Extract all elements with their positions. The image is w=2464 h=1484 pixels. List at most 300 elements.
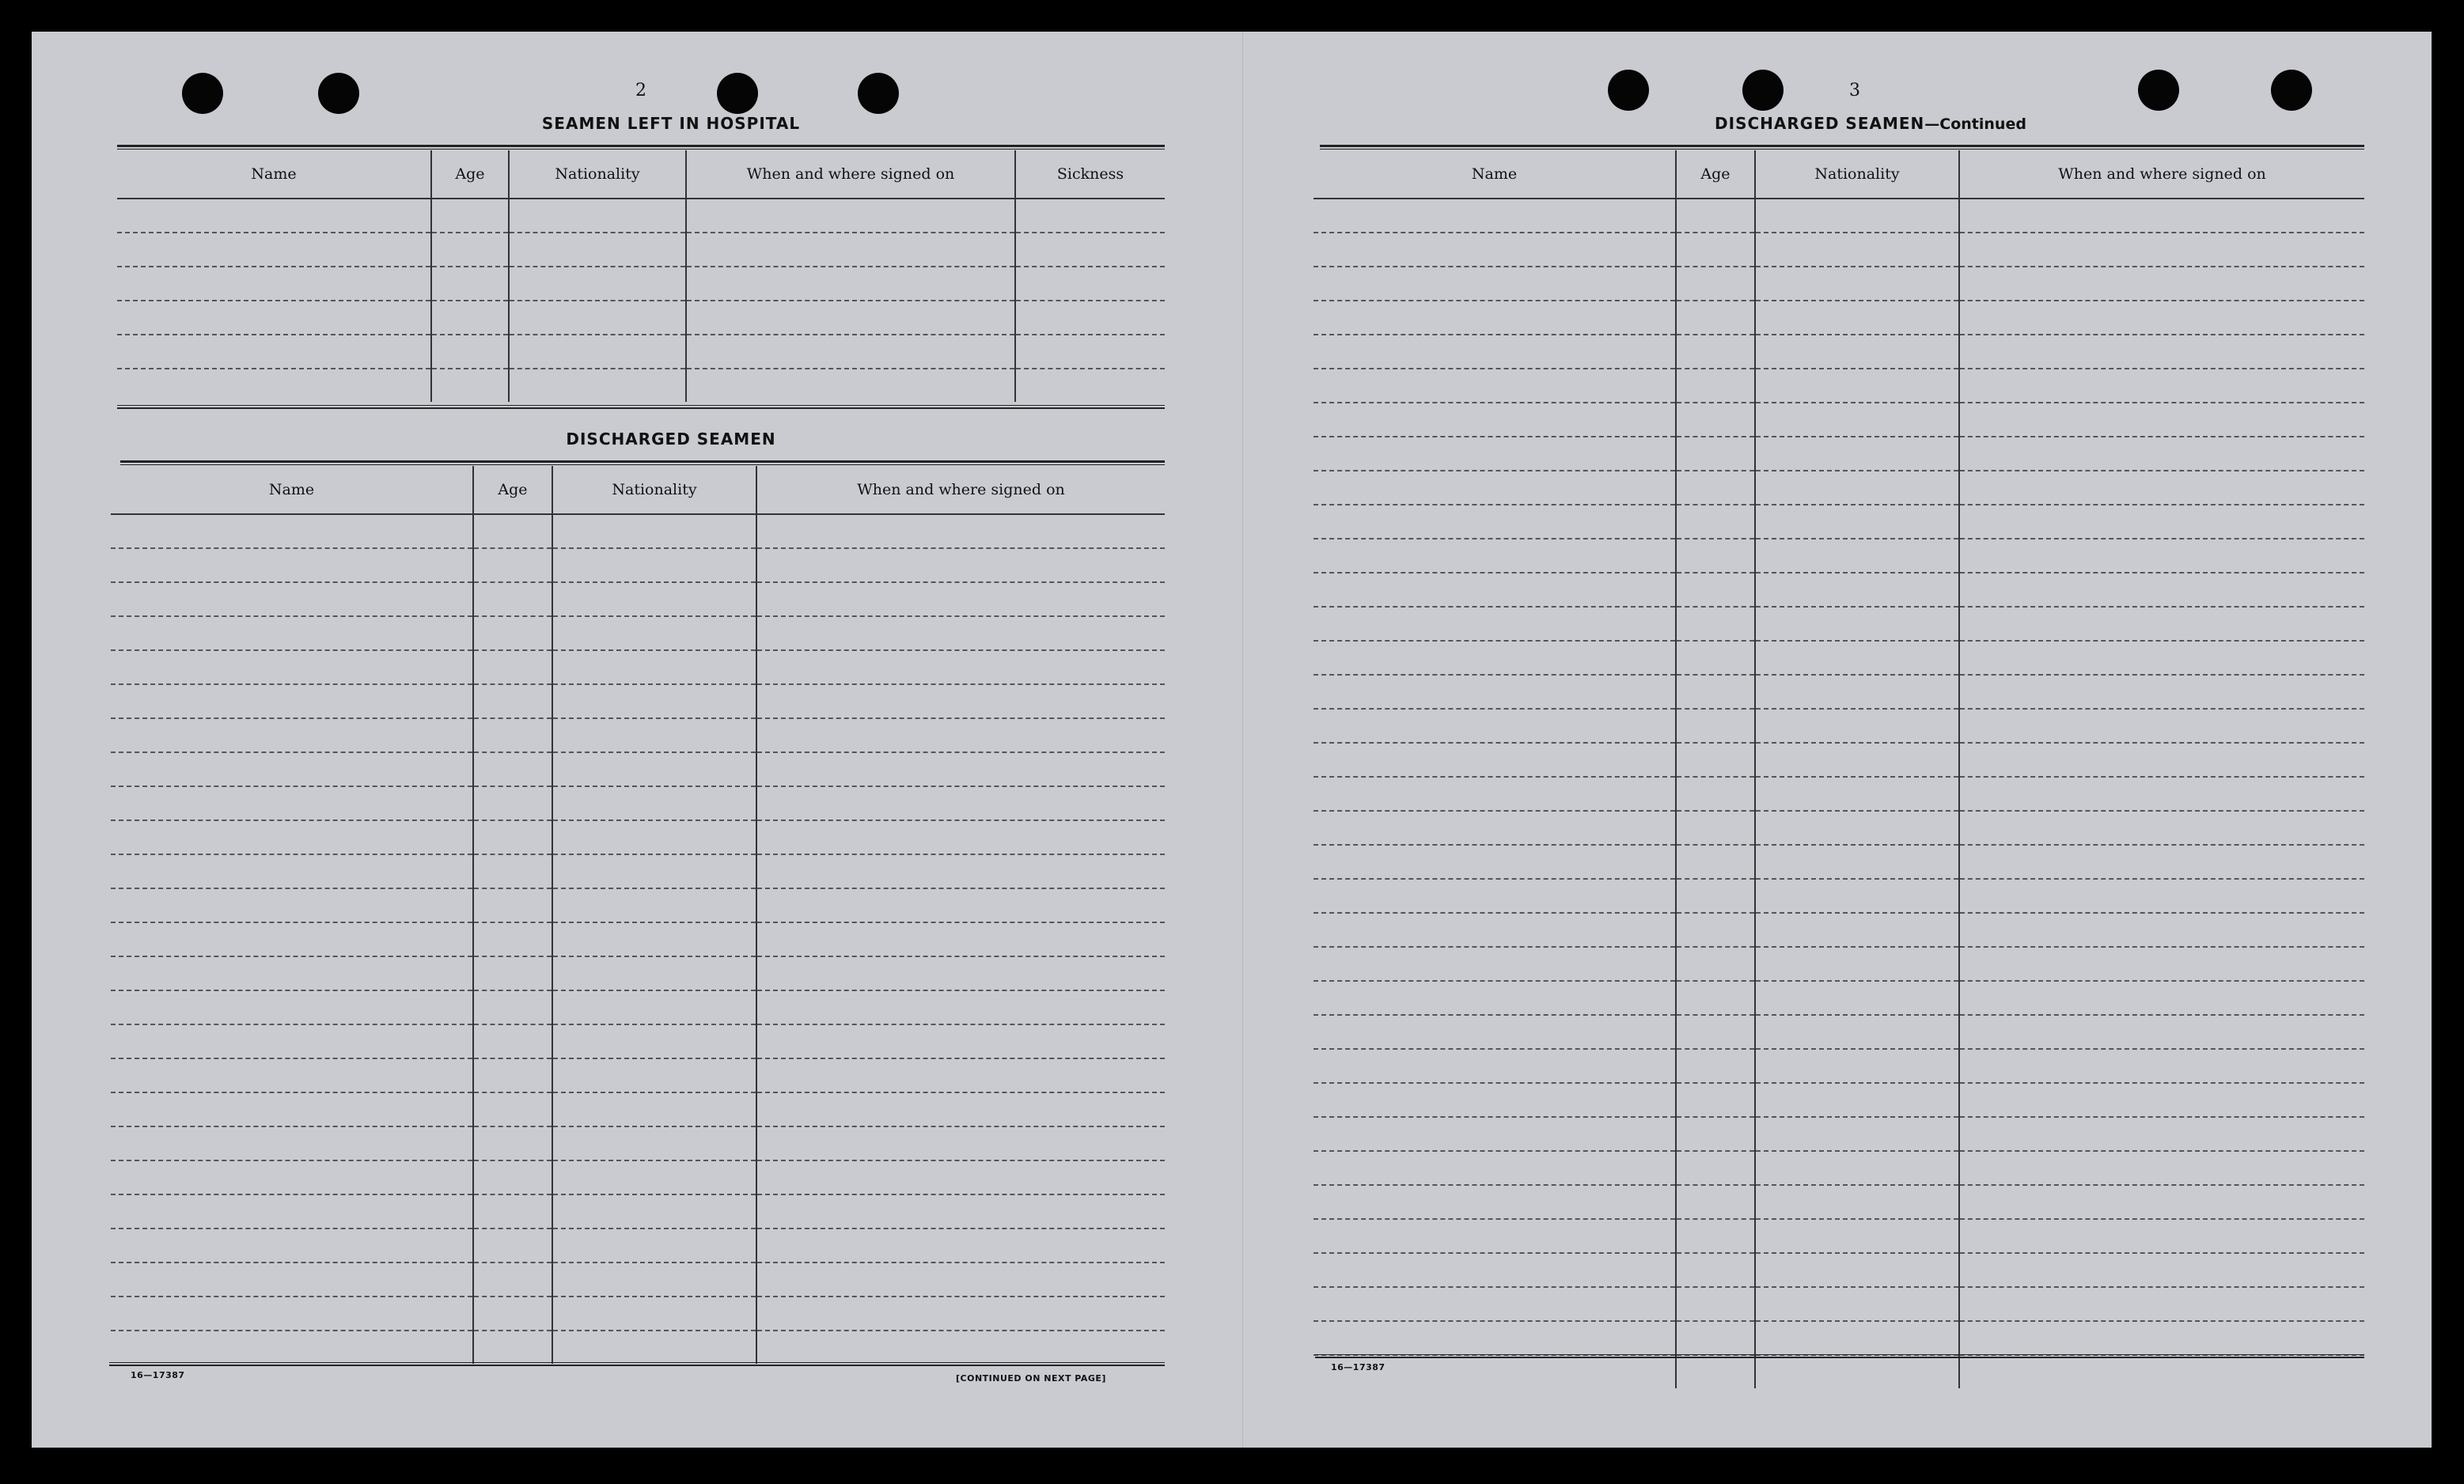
table-cell	[552, 548, 756, 582]
table-cell	[1959, 1185, 2364, 1219]
punch-hole	[2138, 70, 2179, 111]
table-cell	[1959, 199, 2364, 233]
table-cell	[1959, 947, 2364, 981]
table-cell	[473, 752, 552, 786]
table-cell	[1755, 607, 1959, 641]
table-cell	[552, 752, 756, 786]
page-number-right: 3	[1849, 81, 1860, 100]
table-row	[1314, 1355, 2364, 1388]
table-cell	[756, 650, 1165, 684]
table-row	[111, 548, 1165, 582]
table-cell	[111, 514, 473, 548]
table-cell	[473, 820, 552, 854]
table-cell	[1314, 1015, 1676, 1049]
table-cell	[1755, 267, 1959, 301]
table-cell	[1314, 879, 1676, 913]
table-cell	[1755, 1185, 1959, 1219]
table-cell	[1676, 369, 1755, 403]
hospital-table	[117, 150, 1165, 402]
table-cell	[756, 752, 1165, 786]
table-cell	[1755, 777, 1959, 811]
table-cell	[473, 514, 552, 548]
table-cell	[1959, 403, 2364, 437]
table-cell	[552, 1058, 756, 1092]
table-cell	[111, 1024, 473, 1058]
table-cell	[1959, 675, 2364, 709]
table-row	[117, 335, 1165, 369]
table-row	[1314, 539, 2364, 573]
table-cell	[1676, 777, 1755, 811]
discharged-table-body	[111, 514, 1165, 1364]
table-cell	[473, 990, 552, 1024]
table-cell	[1314, 607, 1676, 641]
form-code-right: 16—17387	[1331, 1362, 1386, 1372]
table-cell	[1959, 1355, 2364, 1388]
table-cell	[431, 199, 509, 233]
table-cell	[1755, 641, 1959, 675]
table-row	[1314, 947, 2364, 981]
table-row	[1314, 845, 2364, 879]
table-row	[1314, 607, 2364, 641]
table-cell	[1676, 1219, 1755, 1253]
table-cell	[1676, 641, 1755, 675]
table-cell	[1676, 981, 1755, 1015]
table-row	[111, 1058, 1165, 1092]
table-header-row	[117, 150, 1165, 199]
table-row	[111, 786, 1165, 820]
table-cell	[117, 199, 431, 233]
table-cell	[111, 548, 473, 582]
table-cell	[1959, 471, 2364, 505]
table-cell	[117, 267, 431, 301]
table-cell	[111, 1092, 473, 1126]
table-row	[111, 1297, 1165, 1331]
table-cell	[473, 650, 552, 684]
table-cell	[1676, 947, 1755, 981]
table-cell	[111, 922, 473, 956]
table-cell	[552, 1160, 756, 1194]
column-header-signed-on: When and where signed on	[756, 466, 1165, 514]
table-cell	[473, 718, 552, 752]
table-cell	[686, 233, 1015, 267]
discharged-section-title: DISCHARGED SEAMEN	[566, 430, 776, 449]
column-header-sickness: Sickness	[1015, 150, 1165, 199]
table-cell	[1314, 1117, 1676, 1151]
table-row	[117, 267, 1165, 301]
table-cell	[1314, 437, 1676, 471]
column-header-name: Name	[1314, 150, 1676, 199]
table-cell	[686, 369, 1015, 402]
table-cell	[111, 752, 473, 786]
table-cell	[1755, 505, 1959, 539]
table-row	[1314, 505, 2364, 539]
discharged-table	[111, 466, 1165, 1364]
table-cell	[552, 1194, 756, 1228]
table-cell	[1755, 1117, 1959, 1151]
table-cell	[473, 1297, 552, 1331]
table-cell	[1755, 233, 1959, 267]
table-cell	[1676, 505, 1755, 539]
table-cell	[1676, 471, 1755, 505]
table-cell	[552, 990, 756, 1024]
column-header-age: Age	[1676, 150, 1755, 199]
table-row	[1314, 981, 2364, 1015]
table-cell	[117, 301, 431, 335]
table-cell	[1959, 573, 2364, 607]
table-cell	[1676, 709, 1755, 743]
table-cell	[473, 616, 552, 650]
table-row	[111, 922, 1165, 956]
table-cell	[756, 956, 1165, 990]
table-cell	[1676, 1049, 1755, 1083]
table-cell	[552, 922, 756, 956]
table-cell	[473, 1160, 552, 1194]
table-cell	[1959, 709, 2364, 743]
table-cell	[111, 718, 473, 752]
table-cell	[1314, 505, 1676, 539]
table-row	[1314, 471, 2364, 505]
table-cell	[756, 854, 1165, 888]
table-cell	[1755, 981, 1959, 1015]
table-row	[111, 1024, 1165, 1058]
table-cell	[111, 786, 473, 820]
table-cell	[1959, 743, 2364, 777]
form-sheet	[32, 32, 2432, 1448]
table-cell	[1676, 539, 1755, 573]
table-row	[1314, 1253, 2364, 1287]
table-cell	[111, 1263, 473, 1297]
table-cell	[686, 301, 1015, 335]
table-cell	[1015, 369, 1165, 402]
table-cell	[473, 922, 552, 956]
table-cell	[756, 1263, 1165, 1297]
table-cell	[473, 956, 552, 990]
table-cell	[1676, 675, 1755, 709]
punch-hole	[318, 73, 359, 114]
table-cell	[509, 233, 686, 267]
table-cell	[1959, 1015, 2364, 1049]
table-row	[111, 854, 1165, 888]
table-cell	[756, 548, 1165, 582]
table-cell	[1314, 233, 1676, 267]
table-cell	[1959, 437, 2364, 471]
table-cell	[756, 1194, 1165, 1228]
table-cell	[111, 1297, 473, 1331]
table-cell	[1314, 947, 1676, 981]
table-cell	[1314, 199, 1676, 233]
table-cell	[756, 1092, 1165, 1126]
table-cell	[756, 718, 1165, 752]
table-cell	[1314, 471, 1676, 505]
table-cell	[473, 1126, 552, 1160]
table-cell	[473, 854, 552, 888]
table-cell	[1755, 437, 1959, 471]
column-header-signed-on: When and where signed on	[686, 150, 1015, 199]
column-header-nationality: Nationality	[552, 466, 756, 514]
table-cell	[1676, 267, 1755, 301]
table-row	[1314, 199, 2364, 233]
table-cell	[552, 786, 756, 820]
table-cell	[111, 888, 473, 922]
table-cell	[1314, 539, 1676, 573]
table-cell	[111, 1160, 473, 1194]
table-cell	[1755, 811, 1959, 845]
table-cell	[431, 335, 509, 369]
table-cell	[1676, 607, 1755, 641]
table-cell	[1015, 233, 1165, 267]
table-row	[1314, 641, 2364, 675]
table-cell	[1755, 1355, 1959, 1388]
table-row	[111, 1194, 1165, 1228]
table-cell	[552, 684, 756, 718]
table-cell	[1676, 1015, 1755, 1049]
table-cell	[473, 786, 552, 820]
form-code-left: 16—17387	[131, 1370, 185, 1380]
table-row	[111, 514, 1165, 548]
table-cell	[552, 1263, 756, 1297]
table-cell	[473, 1228, 552, 1263]
table-cell	[1676, 573, 1755, 607]
table-cell	[1755, 709, 1959, 743]
punch-hole	[717, 73, 758, 114]
table-cell	[756, 1228, 1165, 1263]
table-row	[111, 1228, 1165, 1263]
table-cell	[431, 369, 509, 402]
table-row	[111, 956, 1165, 990]
table-cell	[1676, 1185, 1755, 1219]
table-cell	[1676, 233, 1755, 267]
table-cell	[1314, 777, 1676, 811]
table-cell	[1755, 1219, 1959, 1253]
table-cell	[552, 1297, 756, 1331]
table-cell	[1015, 301, 1165, 335]
table-cell	[1314, 709, 1676, 743]
table-cell	[431, 301, 509, 335]
discharged-table-top-rule	[120, 460, 1165, 465]
table-cell	[111, 684, 473, 718]
table-row	[1314, 267, 2364, 301]
table-cell	[1959, 1049, 2364, 1083]
table-row	[111, 684, 1165, 718]
table-cell	[1755, 335, 1959, 369]
table-cell	[111, 582, 473, 616]
table-row	[117, 199, 1165, 233]
table-cell	[1314, 981, 1676, 1015]
table-row	[1314, 437, 2364, 471]
table-cell	[1755, 1049, 1959, 1083]
table-cell	[1959, 981, 2364, 1015]
discharged-continued-title-suffix: —Continued	[1924, 115, 2026, 133]
table-row	[111, 616, 1165, 650]
table-cell	[1314, 913, 1676, 947]
table-cell	[117, 369, 431, 402]
table-row	[111, 990, 1165, 1024]
table-cell	[1676, 913, 1755, 947]
table-cell	[756, 582, 1165, 616]
table-cell	[1959, 811, 2364, 845]
table-row	[1314, 709, 2364, 743]
table-cell	[1755, 879, 1959, 913]
table-cell	[756, 616, 1165, 650]
discharged-table-bottom-rule	[109, 1362, 1165, 1366]
table-cell	[756, 820, 1165, 854]
table-cell	[1959, 335, 2364, 369]
table-cell	[111, 854, 473, 888]
table-cell	[1314, 403, 1676, 437]
table-cell	[111, 1228, 473, 1263]
table-row	[1314, 1015, 2364, 1049]
table-cell	[1314, 675, 1676, 709]
table-cell	[509, 335, 686, 369]
table-cell	[1015, 335, 1165, 369]
table-cell	[117, 335, 431, 369]
table-row	[1314, 1287, 2364, 1321]
table-cell	[1314, 1253, 1676, 1287]
page-number-left: 2	[635, 81, 646, 100]
table-cell	[1755, 743, 1959, 777]
table-cell	[1314, 301, 1676, 335]
table-row	[1314, 335, 2364, 369]
table-row	[117, 369, 1165, 402]
hospital-table-top-rule	[117, 145, 1165, 150]
table-cell	[1676, 1287, 1755, 1321]
table-cell	[552, 888, 756, 922]
table-cell	[1959, 1287, 2364, 1321]
table-cell	[552, 1228, 756, 1263]
table-cell	[1755, 1083, 1959, 1117]
table-row	[111, 888, 1165, 922]
discharged-continued-section-title	[1586, 114, 2155, 133]
hospital-table-bottom-rule	[117, 405, 1165, 409]
table-cell	[1755, 573, 1959, 607]
table-cell	[1755, 1015, 1959, 1049]
table-cell	[1755, 403, 1959, 437]
table-row	[111, 820, 1165, 854]
table-cell	[473, 582, 552, 616]
table-row	[111, 1126, 1165, 1160]
table-cell	[756, 1126, 1165, 1160]
table-cell	[552, 1331, 756, 1364]
table-cell	[473, 548, 552, 582]
table-cell	[1676, 403, 1755, 437]
column-header-nationality: Nationality	[509, 150, 686, 199]
punch-hole	[858, 73, 899, 114]
table-cell	[756, 922, 1165, 956]
table-cell	[1314, 267, 1676, 301]
table-cell	[756, 1297, 1165, 1331]
table-cell	[473, 888, 552, 922]
table-cell	[1314, 811, 1676, 845]
table-cell	[111, 1194, 473, 1228]
table-cell	[1959, 845, 2364, 879]
table-cell	[552, 616, 756, 650]
table-cell	[431, 233, 509, 267]
table-cell	[756, 514, 1165, 548]
table-row	[1314, 301, 2364, 335]
table-cell	[552, 718, 756, 752]
table-cell	[1314, 573, 1676, 607]
table-row	[1314, 1151, 2364, 1185]
table-cell	[1676, 1151, 1755, 1185]
table-cell	[552, 514, 756, 548]
table-cell	[1314, 641, 1676, 675]
table-cell	[1676, 1355, 1755, 1388]
table-cell	[552, 956, 756, 990]
table-cell	[111, 1331, 473, 1364]
table-cell	[1676, 1117, 1755, 1151]
continued-table-top-rule	[1320, 145, 2364, 150]
table-cell	[111, 616, 473, 650]
table-cell	[111, 956, 473, 990]
punch-hole	[2271, 70, 2312, 111]
table-row	[1314, 879, 2364, 913]
table-cell	[1314, 1083, 1676, 1117]
table-cell	[1959, 607, 2364, 641]
table-cell	[1314, 369, 1676, 403]
table-cell	[117, 233, 431, 267]
column-header-name: Name	[117, 150, 431, 199]
column-header-signed-on: When and where signed on	[1959, 150, 2364, 199]
table-cell	[509, 267, 686, 301]
table-cell	[1755, 369, 1959, 403]
table-row	[1314, 1321, 2364, 1355]
table-cell	[1676, 1083, 1755, 1117]
table-cell	[686, 267, 1015, 301]
table-cell	[1959, 233, 2364, 267]
table-cell	[552, 650, 756, 684]
table-cell	[1314, 335, 1676, 369]
table-cell	[1314, 1185, 1676, 1219]
table-cell	[756, 1058, 1165, 1092]
table-cell	[1676, 743, 1755, 777]
table-cell	[1314, 743, 1676, 777]
table-cell	[552, 1126, 756, 1160]
page-fold	[1242, 32, 1243, 1448]
table-cell	[552, 582, 756, 616]
table-cell	[1314, 845, 1676, 879]
table-cell	[1959, 1083, 2364, 1117]
table-cell	[1959, 913, 2364, 947]
table-cell	[1676, 811, 1755, 845]
table-row	[1314, 403, 2364, 437]
table-row	[1314, 573, 2364, 607]
table-cell	[756, 888, 1165, 922]
column-header-nationality: Nationality	[1755, 150, 1959, 199]
table-cell	[1755, 1151, 1959, 1185]
table-cell	[431, 267, 509, 301]
table-cell	[1314, 1151, 1676, 1185]
table-cell	[1015, 267, 1165, 301]
table-cell	[111, 1126, 473, 1160]
table-cell	[1755, 539, 1959, 573]
table-cell	[756, 1160, 1165, 1194]
continued-note: [CONTINUED ON NEXT PAGE]	[956, 1373, 1106, 1384]
table-cell	[1314, 1321, 1676, 1355]
discharged-continued-title-main: DISCHARGED SEAMEN	[1715, 114, 1925, 133]
table-cell	[1959, 1219, 2364, 1253]
discharged-continued-table-body	[1314, 199, 2364, 1388]
table-cell	[1755, 913, 1959, 947]
table-row	[117, 301, 1165, 335]
table-cell	[552, 1092, 756, 1126]
table-row	[1314, 1083, 2364, 1117]
table-cell	[1959, 777, 2364, 811]
table-cell	[756, 1024, 1165, 1058]
table-cell	[1959, 879, 2364, 913]
table-cell	[1959, 1253, 2364, 1287]
table-cell	[1676, 1253, 1755, 1287]
table-row	[1314, 777, 2364, 811]
